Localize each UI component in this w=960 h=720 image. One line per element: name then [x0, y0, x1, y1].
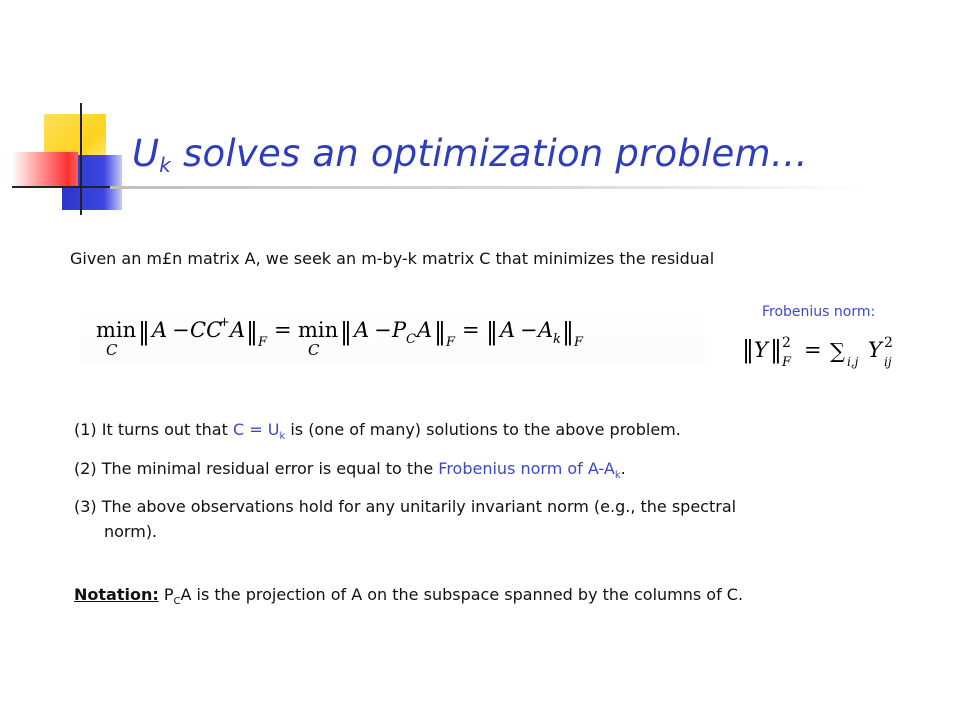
item-1-subscript: k [279, 431, 286, 442]
item-3: (3) The above observations hold for any unitarily invariant norm (e.g., the spectral [74, 497, 737, 516]
item-1-rest: is (one of many) solutions to the above problem. [285, 420, 681, 439]
svg-text:A: A [500, 318, 516, 342]
svg-text:−: − [172, 318, 190, 342]
notation-label: Notation: [74, 585, 159, 604]
svg-text:‖: ‖ [486, 318, 498, 346]
logo-red-bar [12, 152, 78, 186]
notation-rest: A is the projection of A on the subspace spanned by the columns of C. [180, 585, 744, 604]
item-3-continuation: norm). [104, 522, 158, 541]
item-1 [74, 420, 681, 442]
notation-p: P [158, 585, 174, 604]
title-subscript: k [159, 153, 172, 177]
svg-text:A: A [354, 318, 370, 342]
frobenius-label: Frobenius norm: [762, 304, 876, 320]
frobenius-equation [738, 326, 948, 376]
svg-text:C: C [406, 332, 416, 347]
svg-text:2: 2 [884, 335, 893, 351]
svg-text:‖: ‖ [434, 318, 446, 346]
item-2-text: (2) The minimal residual error is equal to the [74, 459, 439, 478]
slide-title [132, 132, 808, 177]
svg-text:‖: ‖ [770, 336, 782, 364]
svg-text:P: P [392, 318, 407, 342]
item-1-text: (1) It turns out that [74, 420, 233, 439]
title-u: U [132, 132, 160, 175]
svg-text:‖: ‖ [562, 318, 574, 346]
title-rest: solves an optimization problem… [171, 132, 808, 175]
svg-text:F: F [782, 355, 792, 370]
svg-text:+: + [219, 315, 230, 330]
svg-text:A: A [230, 318, 246, 342]
svg-text:CC: CC [190, 318, 223, 342]
notation-subscript: C [173, 596, 181, 607]
item-2 [74, 459, 626, 481]
svg-text:F: F [446, 335, 456, 350]
svg-text:A: A [417, 318, 433, 342]
svg-text:−: − [520, 318, 538, 342]
svg-text:min: min [96, 318, 137, 342]
svg-text:=: = [274, 318, 292, 342]
svg-text:min: min [298, 318, 339, 342]
item-2-highlight: Frobenius norm of A-A [438, 459, 615, 478]
logo-vertical-line [80, 103, 82, 215]
svg-text:i,j: i,j [847, 355, 859, 369]
item-2-subscript: k [614, 470, 621, 481]
svg-text:k: k [553, 332, 561, 347]
svg-text:A: A [538, 318, 554, 342]
svg-text:−: − [374, 318, 392, 342]
title-underline [110, 186, 870, 189]
svg-text:2: 2 [782, 335, 791, 351]
svg-text:F: F [258, 335, 268, 350]
svg-text:∑: ∑ [830, 339, 845, 363]
svg-text:‖: ‖ [340, 318, 352, 346]
residual-equation [80, 302, 705, 364]
svg-text:Y: Y [754, 338, 768, 362]
svg-text:=: = [462, 318, 480, 342]
svg-text:ij: ij [884, 355, 892, 369]
svg-text:Y: Y [868, 338, 882, 362]
svg-text:C: C [106, 341, 118, 359]
svg-text:‖: ‖ [742, 336, 754, 364]
notation-line [74, 585, 743, 607]
item-1-highlight: C = U [232, 420, 280, 439]
svg-text:C: C [308, 341, 320, 359]
intro-text: Given an m£n matrix A, we seek an m-by-k matrix C that minimizes the residual [70, 249, 715, 268]
svg-text:=: = [804, 338, 822, 362]
item-2-rest: . [620, 459, 626, 478]
svg-text:‖: ‖ [246, 318, 258, 346]
svg-text:F: F [574, 335, 584, 350]
svg-text:‖: ‖ [138, 318, 150, 346]
svg-text:A: A [152, 318, 168, 342]
